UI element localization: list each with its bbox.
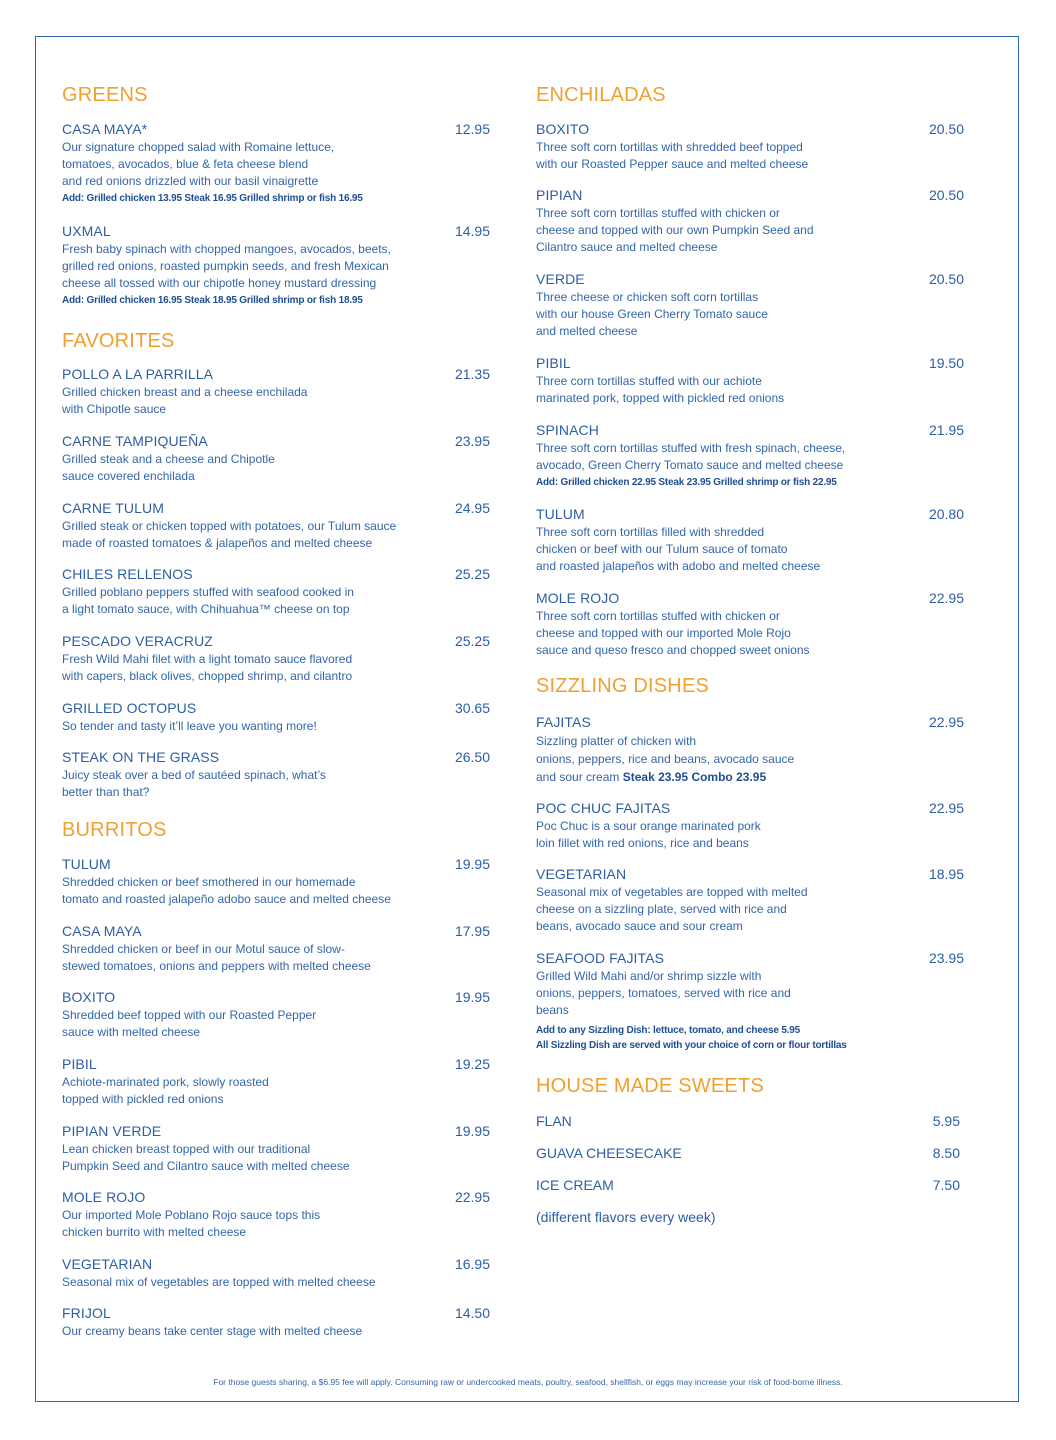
- menu-item-pollo-a-la-parrilla: [62, 365, 490, 418]
- item-description: Seasonal mix of vegetables are topped with melted cheese on a sizzling plate, served with rice and beans, avocado sauce and sour cream: [536, 885, 808, 933]
- item-description: Grilled poblano peppers stuffed with seafood cooked in a light tomato sauce, with Chihuahua™ cheese on top: [62, 585, 354, 616]
- item-description: Seasonal mix of vegetables are topped with melted cheese: [62, 1275, 376, 1289]
- menu-item-poc-chuc-fajitas: [536, 799, 964, 852]
- item-name: CASA MAYA: [62, 923, 142, 939]
- menu-item-burrito-boxito: [62, 988, 490, 1041]
- item-price: 14.50: [454, 1305, 490, 1321]
- item-description: Poc Chuc is a sour orange marinated pork loin fillet with red onions, rice and beans: [536, 819, 761, 850]
- item-description: Three soft corn tortillas stuffed with chicken or cheese and topped with our imported Mole Rojo sauce and queso fresco and chopped sweet onions: [536, 609, 810, 657]
- menu-item-burrito-casa-maya: [62, 922, 490, 975]
- item-name: VEGETARIAN: [536, 866, 627, 882]
- menu-item-flan: [536, 1113, 960, 1129]
- sizzling-tortilla-note: All Sizzling Dish are served with your choice of corn or flour tortillas: [536, 1040, 847, 1051]
- item-name: TULUM: [62, 856, 111, 872]
- menu-item-pescado-veracruz: [62, 632, 490, 685]
- item-name: VERDE: [536, 271, 585, 287]
- menu-item-burrito-tulum: [62, 855, 490, 908]
- menu-item-enchilada-mole-rojo: [536, 589, 964, 659]
- sizzling-add-note: Add to any Sizzling Dish: lettuce, tomato, and cheese 5.95: [536, 1025, 801, 1036]
- item-name: POLLO A LA PARRILLA: [62, 366, 214, 382]
- item-name: PIPIAN: [536, 187, 583, 203]
- menu-item-seafood-fajitas: [536, 949, 964, 1019]
- menu-item-enchilada-tulum: [536, 505, 964, 575]
- item-price: 21.35: [454, 366, 490, 382]
- item-description: Three corn tortillas stuffed with our achiote marinated pork, topped with pickled red onions: [536, 374, 785, 405]
- item-name: CASA MAYA*: [62, 121, 148, 137]
- item-price: 24.95: [454, 500, 490, 516]
- menu-item-grilled-octopus: [62, 699, 490, 735]
- item-price: 19.95: [454, 989, 490, 1005]
- item-price: 22.95: [928, 800, 964, 816]
- item-price: 18.95: [928, 866, 964, 882]
- item-price: 7.50: [932, 1177, 960, 1193]
- item-name: FLAN: [536, 1113, 572, 1129]
- section-title-favorites: FAVORITES: [62, 330, 175, 352]
- section-title-house-made-sweets: HOUSE MADE SWEETS: [536, 1075, 764, 1097]
- item-price: 20.50: [928, 121, 964, 137]
- item-description: Lean chicken breast topped with our traditional Pumpkin Seed and Cilantro sauce with melted cheese: [62, 1142, 350, 1173]
- item-description: Our signature chopped salad with Romaine lettuce, tomatoes, avocados, blue & feta cheese blend and red onions drizzled with our basil vinaigrette: [62, 140, 335, 188]
- item-name: CARNE TULUM: [62, 500, 164, 516]
- menu-item-carne-tampiquena: [62, 432, 490, 485]
- item-price: 20.50: [928, 187, 964, 203]
- item-description: Fresh Wild Mahi filet with a light tomato sauce flavored with capers, black olives, chopped shrimp, and cilantro: [62, 652, 353, 683]
- item-description-text: Sizzling platter of chicken with onions, peppers, rice and beans, avocado sauce and sour cream: [536, 734, 795, 784]
- item-name: PIBIL: [62, 1056, 97, 1072]
- item-add-ons: Add: Grilled chicken 22.95 Steak 23.95 Grilled shrimp or fish 22.95: [536, 477, 837, 488]
- item-price: 22.95: [454, 1189, 490, 1205]
- item-name: SPINACH: [536, 422, 599, 438]
- menu-item-enchilada-verde: [536, 270, 964, 340]
- menu-item-sizzling-vegetarian: [536, 865, 964, 935]
- footer-disclaimer: For those guests sharing, a $6.95 fee will apply. Consuming raw or undercooked meats, poultry, seafood, shellfish, or eggs may increase your risk of food-borne illness.: [213, 1377, 843, 1387]
- section-title-sizzling-dishes: SIZZLING DISHES: [536, 675, 710, 697]
- menu-item-chiles-rellenos: [62, 565, 490, 618]
- menu-item-fajitas: [536, 713, 964, 786]
- item-price: 20.50: [928, 271, 964, 287]
- menu-item-ice-cream: [536, 1177, 960, 1193]
- sweets-flavor-note: (different flavors every week): [536, 1209, 716, 1225]
- item-name: SEAFOOD FAJITAS: [536, 950, 665, 966]
- menu-item-carne-tulum: [62, 499, 490, 552]
- item-name: TULUM: [536, 506, 585, 522]
- item-price: 23.95: [454, 433, 490, 449]
- item-description: Our imported Mole Poblano Rojo sauce tops this chicken burrito with melted cheese: [62, 1208, 321, 1239]
- item-name: PIPIAN VERDE: [62, 1123, 162, 1139]
- item-description: Grilled chicken breast and a cheese enchilada with Chipotle sauce: [62, 385, 308, 416]
- menu-item-uxmal: [62, 222, 490, 308]
- item-price: 25.25: [454, 633, 490, 649]
- item-price: 16.95: [454, 1256, 490, 1272]
- item-name: BOXITO: [536, 121, 590, 137]
- item-price: 19.95: [454, 856, 490, 872]
- item-description: Our creamy beans take center stage with melted cheese: [62, 1324, 363, 1338]
- item-price: 20.80: [928, 506, 964, 522]
- section-title-burritos: BURRITOS: [62, 819, 167, 841]
- item-name: BOXITO: [62, 989, 116, 1005]
- item-description: [536, 732, 964, 786]
- item-name: FRIJOL: [62, 1305, 111, 1321]
- item-price: 23.95: [928, 950, 964, 966]
- item-description: Three cheese or chicken soft corn tortillas with our house Green Cherry Tomato sauce and melted cheese: [536, 290, 768, 338]
- item-name: MOLE ROJO: [62, 1189, 146, 1205]
- item-price: 26.50: [454, 749, 490, 765]
- item-description: Three soft corn tortillas stuffed with chicken or cheese and topped with our own Pumpkin Seed and Cilantro sauce and melted cheese: [536, 206, 814, 254]
- item-description: Juicy steak over a bed of sautéed spinach, what’s better than that?: [62, 768, 326, 799]
- item-name: POC CHUC FAJITAS: [536, 800, 671, 816]
- item-name: ICE CREAM: [536, 1177, 614, 1193]
- item-upgrade-prices: Steak 23.95 Combo 23.95: [622, 770, 767, 784]
- item-price: 12.95: [454, 121, 490, 137]
- item-name: FAJITAS: [536, 714, 591, 730]
- item-name: PESCADO VERACRUZ: [62, 633, 213, 649]
- menu-item-burrito-pibil: [62, 1055, 490, 1108]
- item-price: 19.25: [454, 1056, 490, 1072]
- item-price: 19.50: [928, 355, 964, 371]
- menu-item-enchilada-spinach: [536, 421, 964, 490]
- item-price: 19.95: [454, 1123, 490, 1139]
- item-price: 25.25: [454, 566, 490, 582]
- item-description: Grilled steak or chicken topped with potatoes, our Tulum sauce made of roasted tomatoes & jalapeños and melted cheese: [62, 519, 397, 550]
- item-description: So tender and tasty it’ll leave you wanting more!: [62, 719, 317, 733]
- item-description: Shredded chicken or beef smothered in our homemade tomato and roasted jalapeño adobo sauce and melted cheese: [62, 875, 391, 906]
- menu-item-guava-cheesecake: [536, 1145, 960, 1161]
- item-description: Grilled steak and a cheese and Chipotle sauce covered enchilada: [62, 452, 275, 483]
- item-add-ons: Add: Grilled chicken 13.95 Steak 16.95 Grilled shrimp or fish 16.95: [62, 193, 363, 204]
- menu-item-casa-maya-salad: [62, 120, 490, 206]
- item-name: MOLE ROJO: [536, 590, 620, 606]
- item-name: GUAVA CHEESECAKE: [536, 1145, 682, 1161]
- item-add-ons: Add: Grilled chicken 16.95 Steak 18.95 Grilled shrimp or fish 18.95: [62, 295, 363, 306]
- item-description: Three soft corn tortillas filled with shredded chicken or beef with our Tulum sauce of tomato and roasted jalapeños with adobo and melted cheese: [536, 525, 821, 573]
- item-price: 21.95: [928, 422, 964, 438]
- item-description: Achiote-marinated pork, slowly roasted topped with pickled red onions: [62, 1075, 269, 1106]
- menu-item-enchilada-pipian: [536, 186, 964, 256]
- item-description: Shredded beef topped with our Roasted Pepper sauce with melted cheese: [62, 1008, 317, 1039]
- item-description: Three soft corn tortillas stuffed with fresh spinach, cheese, avocado, Green Cherry Tomato sauce and melted cheese: [536, 441, 846, 472]
- item-description: Shredded chicken or beef in our Motul sauce of slow- stewed tomatoes, onions and peppers with melted cheese: [62, 942, 371, 973]
- menu-item-burrito-mole-rojo: [62, 1188, 490, 1241]
- menu-item-burrito-vegetarian: [62, 1255, 490, 1291]
- item-name: STEAK ON THE GRASS: [62, 749, 220, 765]
- item-price: 22.95: [928, 714, 964, 730]
- item-price: 14.95: [454, 223, 490, 239]
- item-name: GRILLED OCTOPUS: [62, 700, 197, 716]
- item-description: Fresh baby spinach with chopped mangoes, avocados, beets, grilled red onions, roasted pumpkin seeds, and fresh Mexican cheese all tossed with our chipotle honey mustard dressing: [62, 242, 391, 290]
- item-price: 22.95: [928, 590, 964, 606]
- menu-item-steak-on-the-grass: [62, 748, 490, 801]
- item-name: UXMAL: [62, 223, 111, 239]
- menu-item-enchilada-pibil: [536, 354, 964, 407]
- section-title-enchiladas: ENCHILADAS: [536, 84, 666, 106]
- item-description: Grilled Wild Mahi and/or shrimp sizzle with onions, peppers, tomatoes, served with rice and beans: [536, 969, 791, 1017]
- item-price: 17.95: [454, 923, 490, 939]
- item-description: Three soft corn tortillas with shredded beef topped with our Roasted Pepper sauce and melted cheese: [536, 140, 809, 171]
- item-name: CARNE TAMPIQUEÑA: [62, 433, 208, 449]
- menu-item-burrito-frijol: [62, 1304, 490, 1340]
- item-name: VEGETARIAN: [62, 1256, 153, 1272]
- item-name: PIBIL: [536, 355, 571, 371]
- item-price: 8.50: [932, 1145, 960, 1161]
- item-price: 5.95: [932, 1113, 960, 1129]
- item-name: CHILES RELLENOS: [62, 566, 193, 582]
- menu-item-burrito-pipian-verde: [62, 1122, 490, 1175]
- item-price: 30.65: [454, 700, 490, 716]
- menu-item-enchilada-boxito: [536, 120, 964, 173]
- section-title-greens: GREENS: [62, 84, 148, 106]
